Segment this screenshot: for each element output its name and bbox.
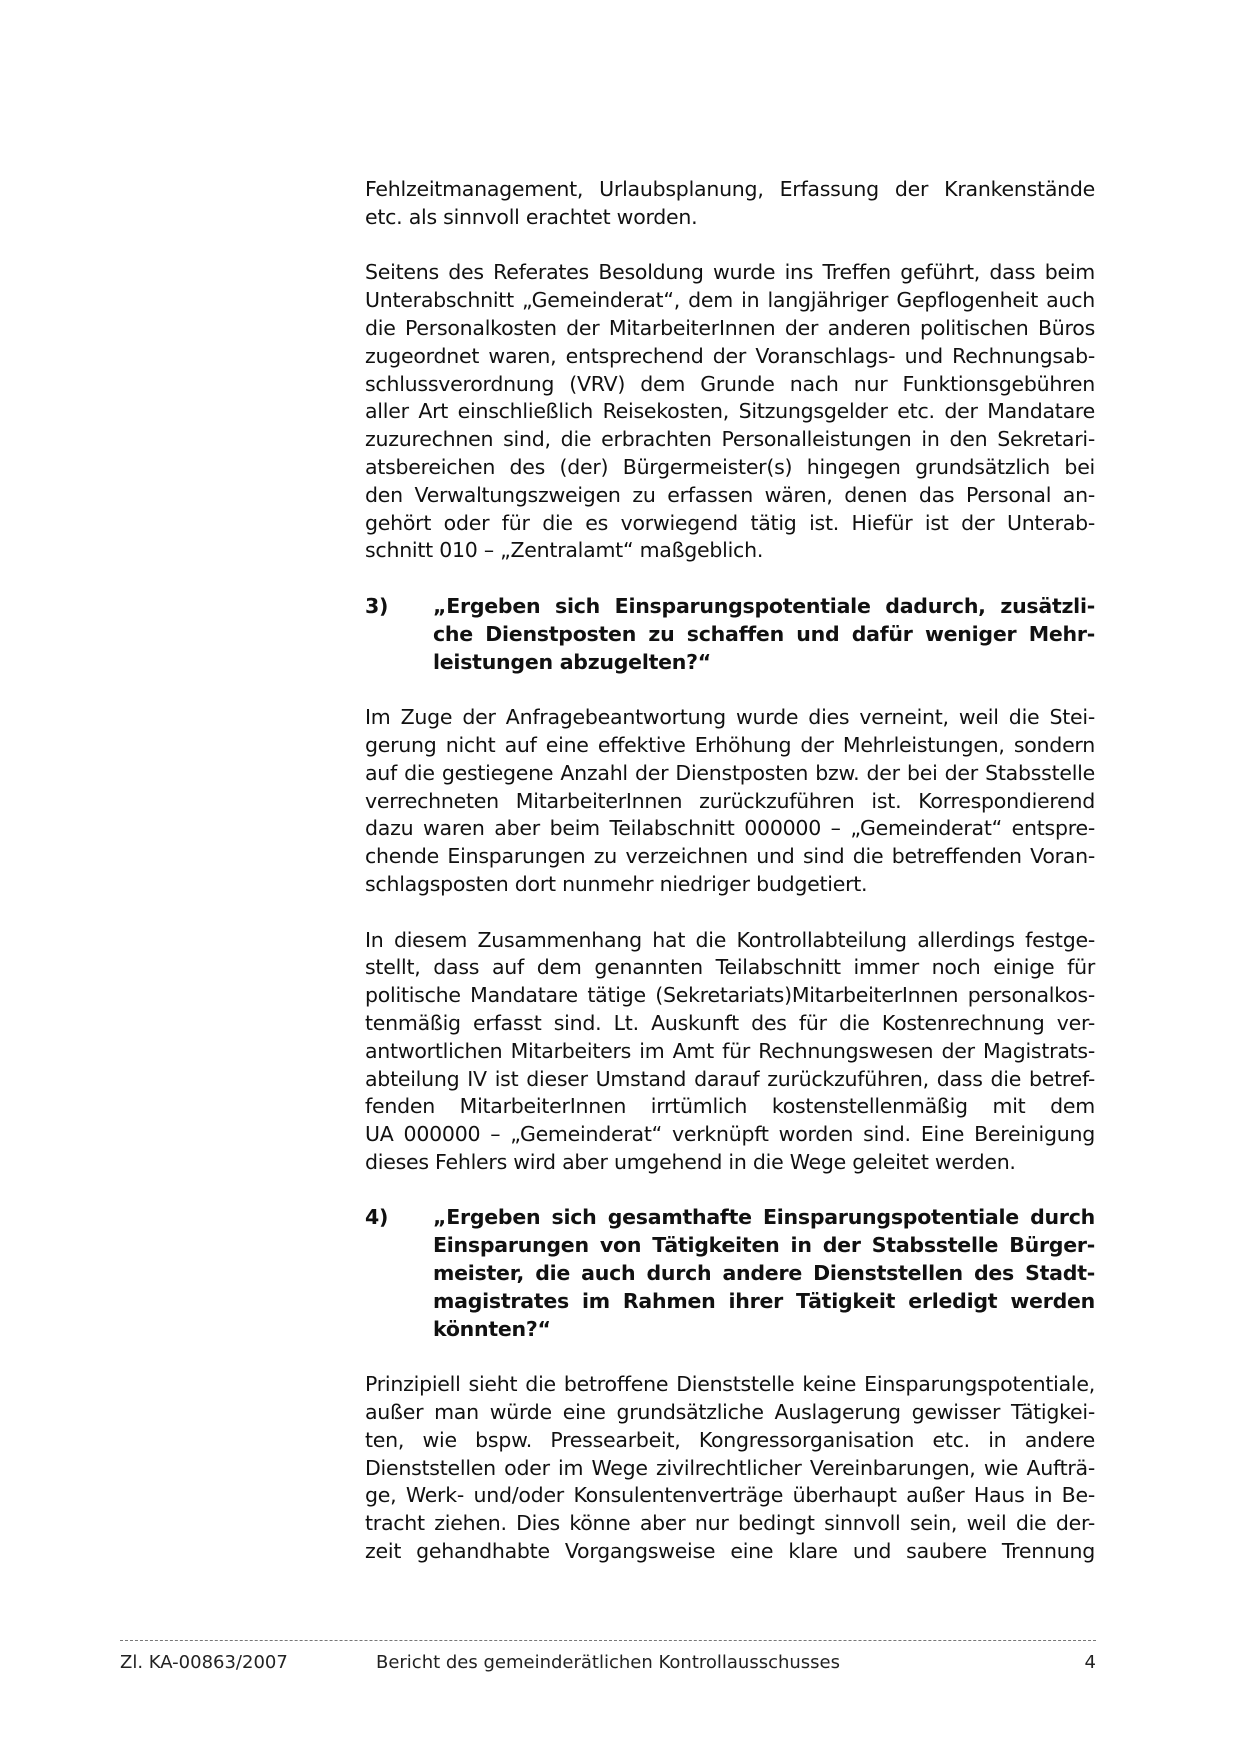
text-line: In diesem Zusammenhang hat die Kontrollabteilung allerdings festge-	[365, 927, 1095, 952]
paragraph	[365, 1371, 1095, 1566]
paragraph	[365, 176, 1095, 232]
text-line: UA 000000 – „Gemeinderat“ verknüpft worden sind. Eine Bereinigung	[365, 1122, 1095, 1147]
text-line: „Ergeben sich gesamthafte Einsparungspotentiale durch	[433, 1205, 1095, 1230]
text-line: ten, wie bspw. Pressearbeit, Kongressorganisation etc. in andere	[365, 1427, 1095, 1452]
text-line: politische Mandatare tätige (Sekretariats)MitarbeiterInnen personalkos-	[365, 983, 1095, 1008]
text-line: etc. als sinnvoll erachtet worden.	[365, 204, 698, 229]
question-number: 3)	[365, 593, 389, 618]
text-line: „Ergeben sich Einsparungspotentiale dadurch, zusätzli-	[433, 593, 1095, 618]
question-text	[433, 593, 1095, 676]
text-line: stellt, dass auf dem genannten Teilabschnitt immer noch einige für	[365, 955, 1095, 980]
text-line: abteilung IV ist dieser Umstand darauf zurückzuführen, dass die betref-	[365, 1066, 1095, 1091]
text-line: schlussverordnung (VRV) dem Grunde nach nur Funktionsgebühren	[365, 371, 1095, 396]
question-number: 4)	[365, 1205, 389, 1230]
text-line: che Dienstposten zu schaffen und dafür weniger Mehr-	[433, 621, 1095, 646]
text-line: auf die gestiegene Anzahl der Dienstposten bzw. der bei der Stabsstelle	[365, 760, 1095, 785]
text-line: dazu waren aber beim Teilabschnitt 000000 – „Gemeinderat“ entspre-	[365, 816, 1095, 841]
text-line: Fehlzeitmanagement, Urlaubsplanung, Erfassung der Krankenstände	[365, 177, 1095, 201]
text-line: leistungen abzugelten?“	[433, 649, 712, 674]
footer-reference: Zl. KA-00863/2007	[120, 1652, 288, 1673]
text-line: schnitt 010 – „Zentralamt“ maßgeblich.	[365, 538, 764, 563]
text-line: Im Zuge der Anfragebeantwortung wurde dies verneint, weil die Stei-	[365, 705, 1095, 730]
text-line: magistrates im Rahmen ihrer Tätigkeit erledigt werden	[433, 1288, 1095, 1313]
text-line: meister, die auch durch andere Dienststellen des Stadt-	[433, 1261, 1095, 1286]
text-line: außer man würde eine grundsätzliche Auslagerung gewisser Tätigkei-	[365, 1400, 1095, 1425]
text-line: gerung nicht auf eine effektive Erhöhung der Mehrleistungen, sondern	[365, 732, 1095, 757]
text-line: antwortlichen Mitarbeiters im Amt für Rechnungswesen der Magistrats-	[365, 1038, 1095, 1063]
text-line: Einsparungen von Tätigkeiten in der Stabsstelle Bürger-	[433, 1233, 1095, 1258]
paragraph	[365, 927, 1095, 1177]
text-line: tracht ziehen. Dies könne aber nur bedingt sinnvoll sein, weil die der-	[365, 1511, 1095, 1536]
text-line: gehört oder für die es vorwiegend tätig ist. Hiefür ist der Unterab-	[365, 510, 1095, 535]
text-line: dieses Fehlers wird aber umgehend in die Wege geleitet werden.	[365, 1149, 1016, 1174]
paragraph	[365, 259, 1095, 565]
text-line: tenmäßig erfasst sind. Lt. Auskunft des für die Kostenrechnung ver-	[365, 1010, 1095, 1035]
question-text	[433, 1204, 1095, 1343]
footer-divider	[120, 1640, 1096, 1641]
text-line: Unterabschnitt „Gemeinderat“, dem in langjähriger Gepflogenheit auch	[365, 288, 1095, 313]
text-line: Seitens des Referates Besoldung wurde ins Treffen geführt, dass beim	[365, 260, 1095, 285]
page-number: 4	[1084, 1652, 1096, 1673]
footer-title: Bericht des gemeinderätlichen Kontrollausschusses	[375, 1652, 841, 1673]
question-heading	[365, 1204, 1095, 1343]
text-line: schlagsposten dort nunmehr niedriger budgetiert.	[365, 871, 868, 896]
text-line: den Verwaltungszweigen zu erfassen wären, denen das Personal an-	[365, 482, 1095, 507]
text-line: atsbereichen des (der) Bürgermeister(s) hingegen grundsätzlich bei	[365, 454, 1095, 479]
text-line: verrechneten MitarbeiterInnen zurückzuführen ist. Korrespondierend	[365, 788, 1095, 813]
text-line: zuzurechnen sind, die erbrachten Personalleistungen in den Sekretari-	[365, 427, 1095, 452]
text-line: aller Art einschließlich Reisekosten, Sitzungsgelder etc. der Mandatare	[365, 399, 1095, 424]
text-line: fenden MitarbeiterInnen irrtümlich kostenstellenmäßig mit dem	[365, 1094, 1095, 1119]
document-body	[365, 176, 1095, 1594]
text-line: zeit gehandhabte Vorgangsweise eine klare und saubere Trennung	[365, 1539, 1095, 1564]
text-line: chende Einsparungen zu verzeichnen und sind die betreffenden Voran-	[365, 844, 1095, 869]
question-heading	[365, 593, 1095, 676]
text-line: Prinzipiell sieht die betroffene Dienststelle keine Einsparungspotentiale,	[365, 1372, 1095, 1397]
paragraph	[365, 704, 1095, 899]
text-line: Dienststellen oder im Wege zivilrechtlicher Vereinbarungen, wie Aufträ-	[365, 1455, 1095, 1480]
text-line: könnten?“	[433, 1316, 551, 1341]
text-line: zugeordnet waren, entsprechend der Voranschlags- und Rechnungsab-	[365, 343, 1095, 368]
text-line: ge, Werk- und/oder Konsulentenverträge überhaupt außer Haus in Be-	[365, 1483, 1095, 1508]
text-line: die Personalkosten der MitarbeiterInnen der anderen politischen Büros	[365, 315, 1095, 340]
